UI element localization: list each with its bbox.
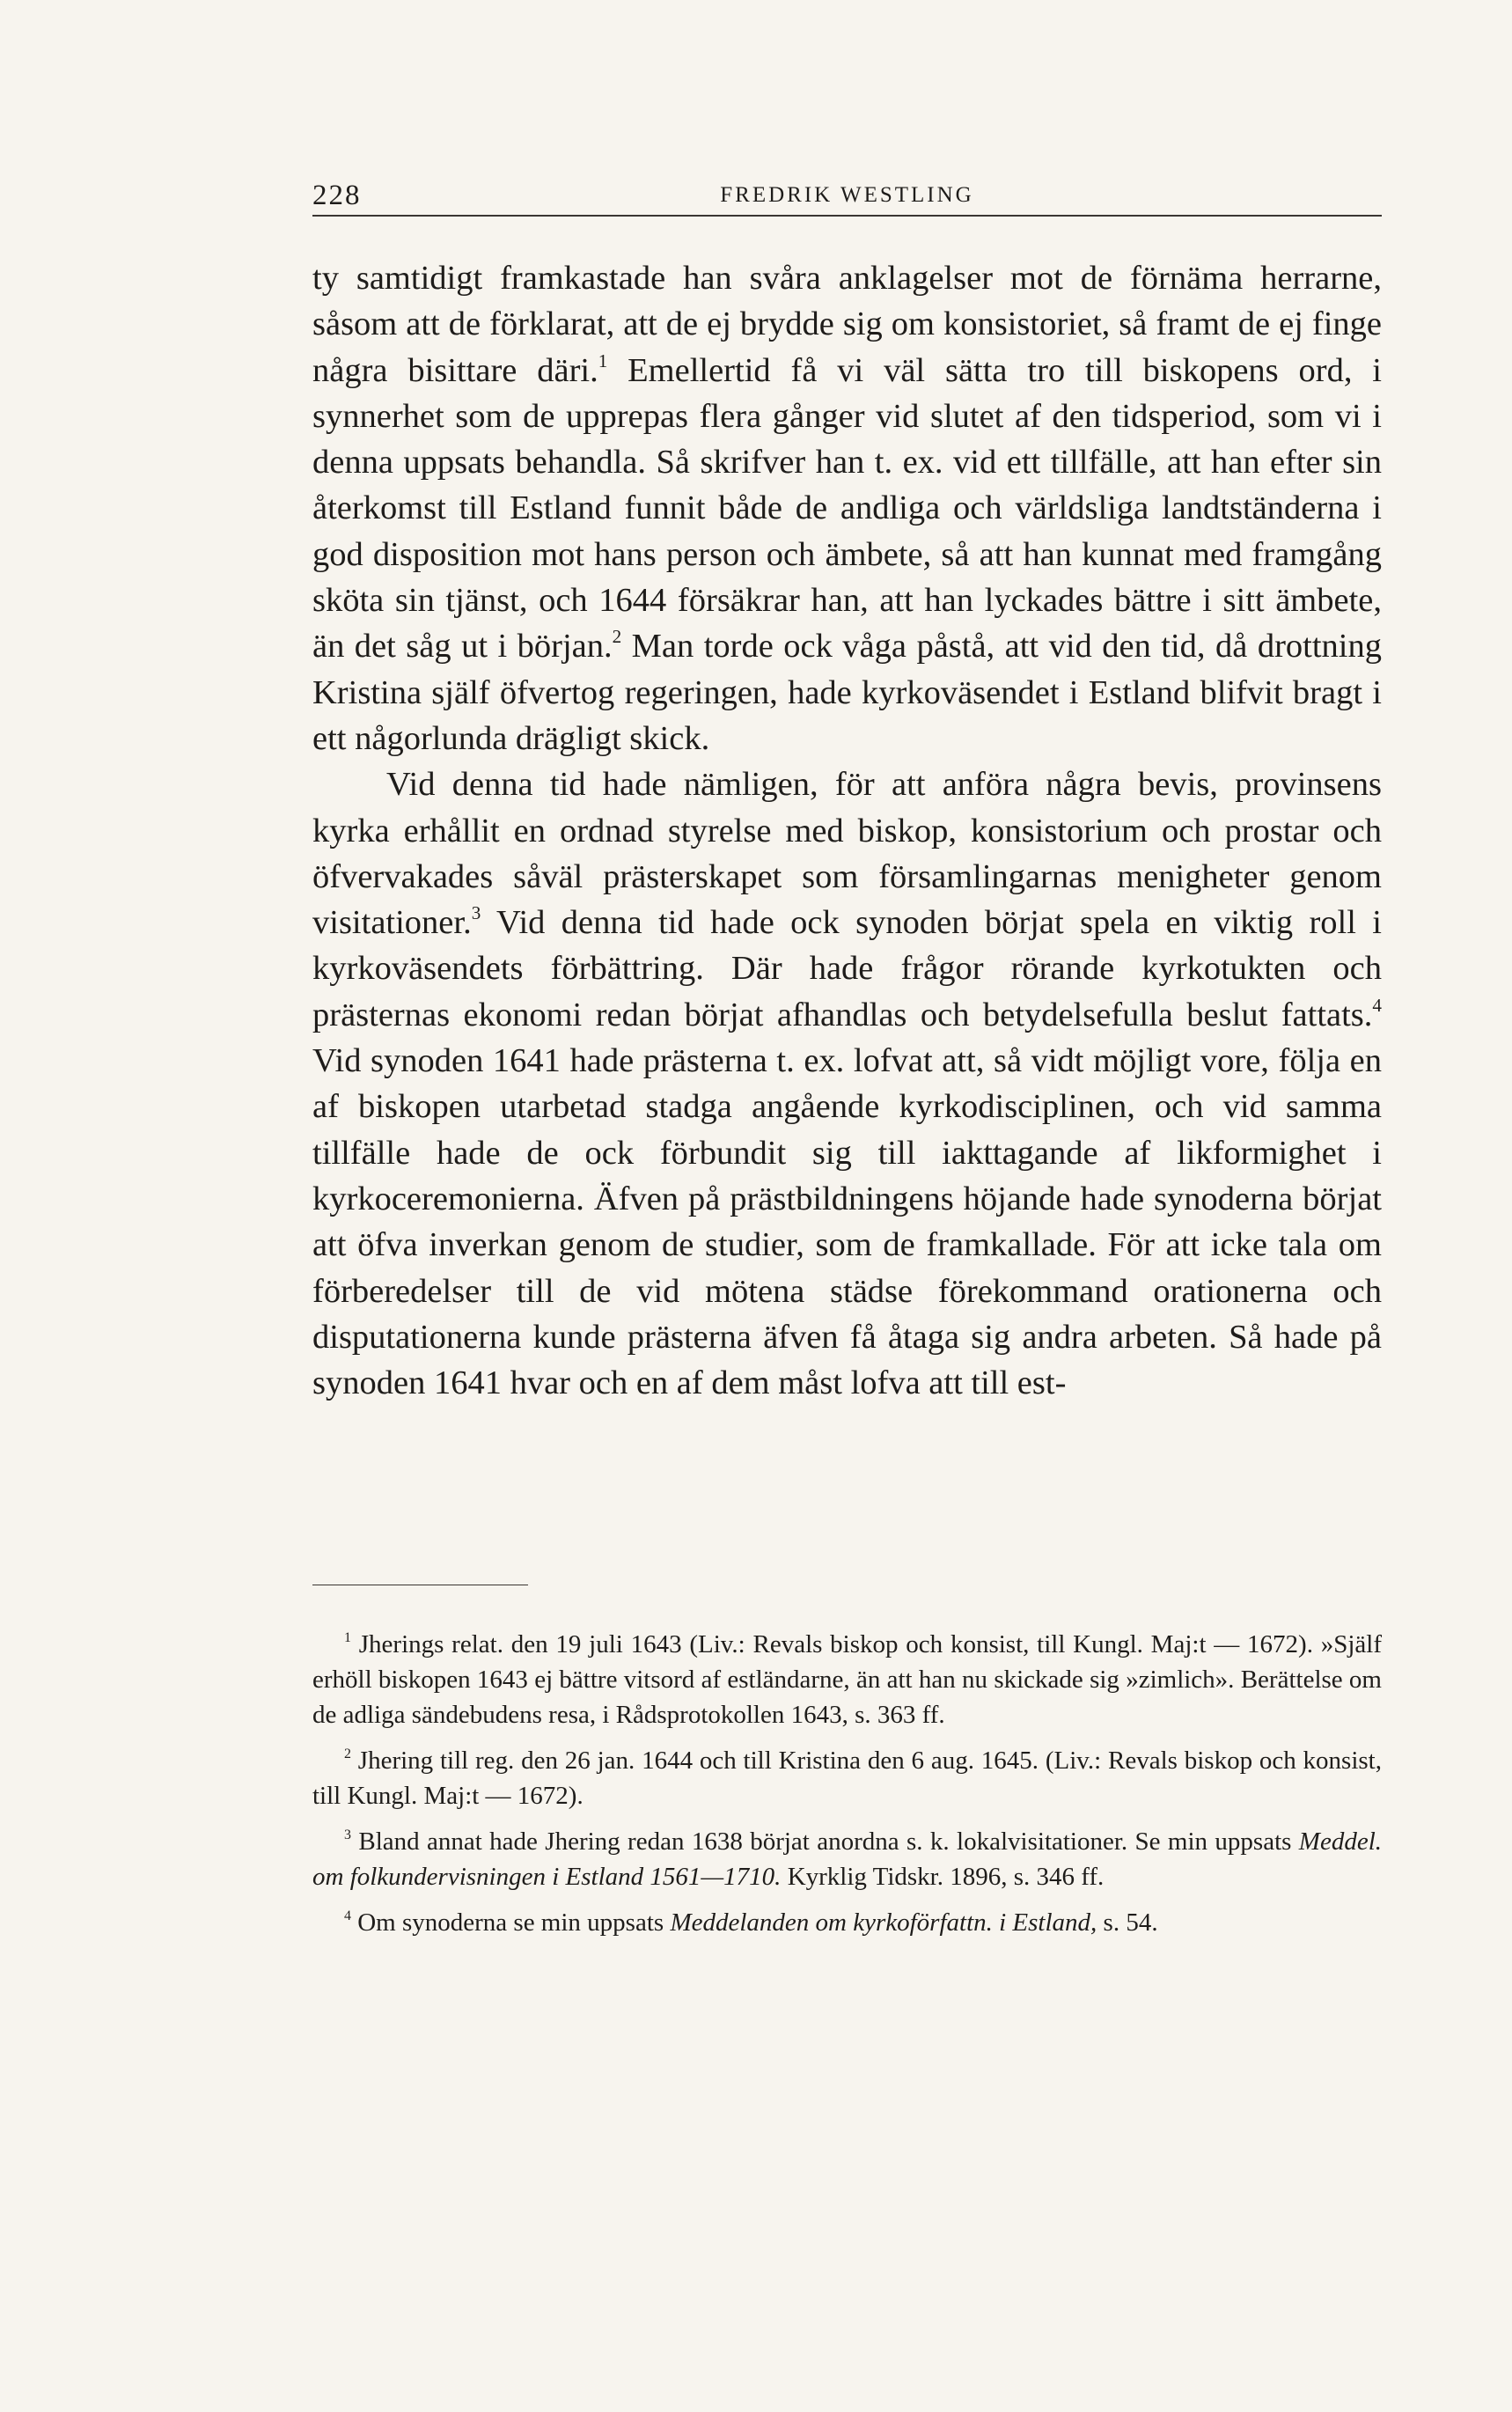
body-text [312, 255, 1382, 1406]
paragraph-2-part-c: Vid synoden 1641 hade prästerna t. ex. lofvat att, så vidt möjligt vore, följa en af biskopen utarbetad stadga angående kyrkodisciplinen, och vid samma tillfälle hade de ock förbundit sig till iakttagande af likformighet i kyrkoceremonierna. Äfven på prästbildningens höjande hade synoderna börjat att öfva inverkan genom de studier, som de framkallade. För att icke tala om förberedelser till de vid mötena städse förekommand orationerna och disputationerna kunde prästerna äfven få åtaga sig andra arbeten. Så hade på synoden 1641 hvar och en af dem måst lofva att till est- [312, 1042, 1382, 1402]
footnote-1-text: Jherings relat. den 19 juli 1643 (Liv.: Revals biskop och konsist, till Kungl. Maj:t — 1672). »Själf erhöll biskopen 1643 ej bättre vitsord af estländarne, än att han nu skickade sig »zimlich». Berättelse om de adliga sändebudens resa, i Rådsprotokollen 1643, s. 363 ff. [312, 1630, 1382, 1729]
footnotes [312, 1627, 1382, 1951]
paragraph-2-part-b: Vid denna tid hade ock synoden börjat spela en viktig roll i kyrkoväsendets förbättring. Där hade frågor rörande kyrkotukten och prästernas ekonomi redan börjat afhandlas och betydelsefulla beslut fattats. [312, 904, 1382, 1033]
paragraph-1 [312, 255, 1382, 761]
footnote-3-text-b: Kyrklig Tidskr. 1896, s. 346 ff. [781, 1863, 1105, 1891]
footnote-ref-1: 1 [598, 349, 608, 371]
paragraph-1-part-c: Man torde ock våga påstå, att vid den tid, då drottning Kristina själf öfvertog regeringen, hade kyrkoväsendet i Estland blifvit bragt i ett någorlunda drägligt skick. [312, 628, 1382, 757]
footnote-3 [312, 1824, 1382, 1894]
running-head: FREDRIK WESTLING [720, 183, 974, 207]
paragraph-2-part-a: Vid denna tid hade nämligen, för att anföra några bevis, provinsens kyrka erhållit en ordnad styrelse med biskop, konsistorium och prostar och öfvervakades såväl prästerskapet som församlingarnas menigheter genom visitationer. [312, 766, 1382, 942]
paragraph-1-part-b: Emellertid få vi väl sätta tro till biskopens ord, i synnerhet som de upprepas flera gånger vid slutet af den tidsperiod, som vi i denna uppsats behandla. Så skrifver han t. ex. vid ett tillfälle, att han efter sin återkomst till Estland funnit både de andliga och världsliga landtständerna i god disposition mot hans person och ämbete, så att han kunnat med framgång sköta sin tjänst, och 1644 försäkrar han, att han lyckades bättre i sitt ämbete, än det såg ut i början. [312, 351, 1382, 666]
footnote-marker-3: 3 [344, 1827, 351, 1843]
paragraph-2 [312, 761, 1382, 1406]
footnote-ref-3: 3 [471, 902, 481, 924]
page-header [312, 180, 1382, 217]
footnote-ref-2: 2 [612, 626, 622, 648]
footnote-4 [312, 1905, 1382, 1940]
footnote-4-title: Meddelanden om kyrkoförfattn. i Estland, [670, 1908, 1097, 1937]
footnote-marker-2: 2 [344, 1746, 351, 1762]
footnote-4-text-a: Om synoderna se min uppsats [357, 1908, 671, 1937]
page-number: 228 [312, 180, 362, 211]
footnote-3-title: Meddel. om folkundervisningen i Estland 1561—1710. [312, 1827, 1383, 1891]
footnote-1 [312, 1627, 1382, 1732]
footnote-3-text-a: Bland annat hade Jhering redan 1638 börjat anordna s. k. lokalvisitationer. Se min uppsats [358, 1827, 1299, 1856]
footnote-ref-4: 4 [1372, 994, 1382, 1016]
footnote-2-text: Jhering till reg. den 26 jan. 1644 och till Kristina den 6 aug. 1645. (Liv.: Revals biskop och konsist, till Kungl. Maj:t — 1672). [312, 1746, 1382, 1810]
footnote-marker-1: 1 [344, 1630, 351, 1646]
footnote-4-text-b: s. 54. [1097, 1908, 1158, 1937]
paragraph-1-part-a: ty samtidigt framkastade han svåra anklagelser mot de förnäma herrarne, såsom att de förklarat, att de ej brydde sig om konsistoriet, så framt de ej finge några bisittare däri. [312, 260, 1382, 389]
footnote-marker-4: 4 [344, 1908, 351, 1924]
footnote-2 [312, 1743, 1382, 1813]
